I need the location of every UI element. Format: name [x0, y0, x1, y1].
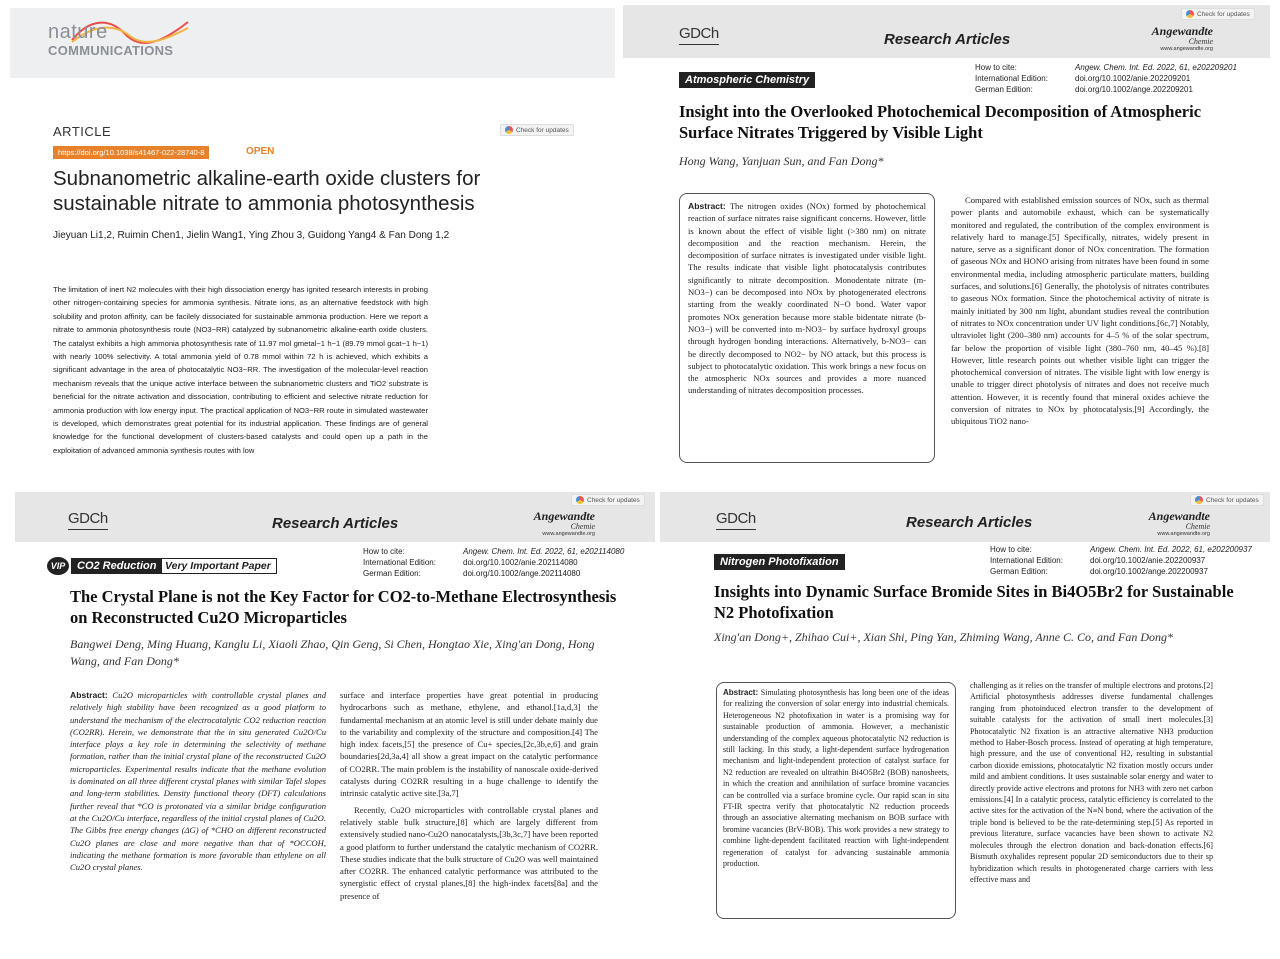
- article-authors: Jieyuan Li1,2, Ruimin Chen1, Jielin Wang1, Ying Zhou 3, Guidong Yang4 & Fan Dong 1,2: [53, 230, 450, 241]
- angewandte-logo-main: Angewandte: [1151, 24, 1213, 38]
- body-paragraph-2: Recently, Cu2O microparticles with controllable crystal planes and relatively stable bulk structure,[8] which are largely different from extensively studied nano-Cu2O nanocatalysts,[3b,3c,7] have been reported a good platform to further understand the catalytic mechanism of CO2RR. These studies indicate that the bulk structure of Cu2O was well maintained after CO2RR. The enhanced catalytic performance was attributed to the synergistic effect of crystal planes,[8] the high-index facets[8a] and the presence of: [340, 804, 598, 901]
- category-tag: Atmospheric Chemistry: [679, 72, 815, 88]
- open-access-label: OPEN: [246, 146, 275, 157]
- section-title: Research Articles: [272, 515, 399, 532]
- article-authors: Hong Wang, Yanjuan Sun, and Fan Dong*: [679, 154, 884, 168]
- angewandte-logo-url: www.angewandte.org: [1157, 531, 1210, 537]
- body-text-column: challenging as it relies on the transfer of multiple electrons and protons.[2] Artificial photosynthesis addresses diverse fundamental challenges ranging from photoinduced electron transfer to the development of suitable catalysts for the activation of small inert molecules.[3] Photocatalytic N2 fixation is an attractive alternative NH3 production method to Haber-Bosch process. Instead of operating at high temperature, high pressure, and the use of conventional H2, resulting in substantial carbon dioxide emissions, photocatalytic N2 fixation mostly occurs under mild and ambient conditions. It uses sustainable solar energy and water to directly provide active electrons and protons for NH3 with zero net carbon emissions.[4] In a catalytic process, catalytic efficiency is correlated to the active sites for the activation of the N≡N bond, where the activation of the triple bond is believed to be the rate-determining step.[5] As reported in previous literature, surface vacancies have been shown to activate N2 molecules through the electron donation and back-donation effects.[6] Bismuth oxyhalides represent popular 2D semiconductors due to their sp hybridization which results in photogenerated charge carriers with less effective mass and: [970, 681, 1213, 884]
- category-tag: Nitrogen Photofixation: [714, 554, 845, 570]
- section-title: Research Articles: [906, 514, 1033, 531]
- check-updates-label: Check for updates: [1206, 496, 1259, 504]
- german-edition-label: German Edition:: [363, 569, 421, 578]
- article-authors: Bangwei Deng, Ming Huang, Kanglu Li, Xiaoli Zhao, Qin Geng, Si Chen, Hongtao Xie, Xing'an Dong, Hong Wang, and Fan Dong*: [70, 637, 595, 668]
- abstract-label: Abstract:: [70, 690, 108, 700]
- gdch-logo: GDCh: [679, 25, 719, 42]
- angewandte-logo-url: www.angewandte.org: [1160, 46, 1213, 52]
- gdch-logo: GDCh: [716, 510, 756, 527]
- journal-logo: [48, 22, 173, 58]
- angewandte-logo: [1093, 25, 1213, 52]
- vip-badge: VIP: [47, 557, 69, 575]
- abstract-box: [716, 682, 956, 919]
- body-paragraph-1: surface and interface properties have great potential in producing hydrocarbons such as methane, ethylene, and ethanol.[1a,d,3] the fundamental mechanism at an atomic level is still under debate mainly due to the variability and complexity of the structure and composition.[4] The high index facets,[5] the presence of Cu+ species,[2c,3b,e,6] and grain boundaries[2d,3a,4] all show a great impact on the catalytic performance of CO2RR. The main problem is the instability of nanoscale oxide-derived catalysts during CO2RR resulting in a huge challenge to identify the intrinsic catalytic active site.[3a,7]: [340, 690, 598, 799]
- journal-header: [10, 8, 615, 78]
- check-updates-icon: [505, 126, 513, 134]
- german-edition-doi[interactable]: doi.org/10.1002/ange.202114080: [463, 569, 581, 578]
- check-updates-badge[interactable]: [1190, 494, 1264, 506]
- abstract-column: [70, 689, 326, 919]
- german-edition-label: German Edition:: [990, 567, 1048, 576]
- angewandte-article-panel-co2: [15, 492, 655, 932]
- angewandte-logo: [465, 510, 595, 537]
- category-tag: CO2 Reduction: [71, 558, 162, 574]
- journal-header: [15, 492, 655, 542]
- article-title: The Crystal Plane is not the Key Factor for CO2-to-Methane Electrosynthesis on Reconstructed Cu2O Microparticles: [70, 587, 617, 627]
- journal-header: [660, 492, 1270, 542]
- citation-block: [990, 544, 1252, 577]
- abstract-label: Abstract:: [723, 688, 759, 697]
- check-updates-badge[interactable]: [571, 494, 645, 506]
- check-updates-icon: [1186, 10, 1194, 18]
- cite-value: Angew. Chem. Int. Ed. 2022, 61, e202200937: [1090, 545, 1252, 554]
- german-edition-label: German Edition:: [975, 85, 1033, 94]
- article-title: Insight into the Overlooked Photochemical Decomposition of Atmospheric Surface Nitrates Triggered by Visible Light: [679, 102, 1202, 142]
- cite-label: How to cite:: [363, 547, 405, 556]
- article-title: Insights into Dynamic Surface Bromide Sites in Bi4O5Br2 for Sustainable N2 Photofixation: [714, 582, 1234, 622]
- check-updates-badge[interactable]: [500, 124, 574, 136]
- abstract-box: [679, 193, 935, 463]
- intl-edition-doi[interactable]: doi.org/10.1002/anie.202209201: [1075, 74, 1191, 83]
- angewandte-logo-main: Angewandte: [1148, 509, 1210, 523]
- check-updates-label: Check for updates: [587, 496, 640, 504]
- angewandte-logo-sub: Chemie: [570, 522, 595, 531]
- gdch-logo: GDCh: [68, 510, 108, 527]
- abstract-label: Abstract:: [688, 201, 726, 211]
- doi-link[interactable]: https://doi.org/10.1038/s41467-022-28740-8: [53, 146, 209, 159]
- abstract-text: The nitrogen oxides (NOx) formed by photochemical reaction of surface nitrates raise significant concerns. However, little is known about the effect of visible light (>380 nm) on nitrate decomposition and the reaction mechanism. Herein, the decomposition of surface nitrates is investigated under visible light. The results indicate that visible light photocatalysis contributes significantly to nitrate decomposition. Monodentate nitrate (m-NO3−) can be decomposed into NOx by photogenerated electrons starting from the weakly coordinated N−O bond. Water vapor promotes NOx generation because more stable bidentate nitrate (b-NO3−) will be converted into m-NO3− by surface hydroxyl groups through hydrogen bonding interactions. Alternatively, b-NO3− can be directly decomposed to NO2− by NO attack, but this process is subject to photocatalytic oxidation. This work brings a new focus on the atmospheric NOx sources and provides a more nuanced understanding of nitrates decomposition processes.: [688, 201, 926, 396]
- angewandte-logo-sub: Chemie: [1188, 37, 1213, 46]
- check-updates-icon: [1195, 496, 1203, 504]
- check-updates-label: Check for updates: [1197, 10, 1250, 18]
- intl-edition-label: International Edition:: [975, 74, 1048, 83]
- german-edition-doi[interactable]: doi.org/10.1002/ange.202200937: [1090, 567, 1208, 576]
- cite-value: Angew. Chem. Int. Ed. 2022, 61, e202209201: [1075, 63, 1237, 72]
- angewandte-logo: [1085, 510, 1210, 537]
- citation-block: [363, 546, 624, 579]
- abstract-text: Simulating photosynthesis has long been one of the ideas for realizing the conversion of solar energy into industrial chemicals. Heterogeneous N2 photofixation in water is a promising way for sustainable production of ammonia. However, a mechanistic understanding of the complex aqueous photocatalytic N2 reduction is still lacking. In this study, a light-dependent surface hydrogenation mechanism and light-independent protection of catalyst surface for N2 reduction are revealed on ultrathin Bi4O5Br2 (BOB) nanosheets, in which the creation and annihilation of surface bromine vacancies can be controlled via a surface bromine cycle. Our rapid scan in situ FT-IR spectra verify that photocatalytic N2 reduction proceeds through an associative alternating mechanism on BOB surface with bromine vacancies (BrV-BOB). This work provides a new strategy to combine light-dependent facilitated reaction with light-independent regeneration of catalyst for advancing sustainable ammonia production.: [723, 688, 950, 869]
- angewandte-article-panel-nitrates: [623, 5, 1270, 482]
- journal-logo-top: nature: [48, 21, 108, 43]
- journal-logo-bottom: COMMUNICATIONS: [48, 43, 174, 58]
- section-title: Research Articles: [884, 31, 1011, 48]
- german-edition-doi[interactable]: doi.org/10.1002/ange.202209201: [1075, 85, 1193, 94]
- body-text-column: [340, 689, 598, 929]
- check-updates-icon: [576, 496, 584, 504]
- check-updates-badge[interactable]: [1181, 8, 1255, 20]
- vip-label: Very Important Paper: [159, 558, 277, 574]
- intl-edition-label: International Edition:: [990, 556, 1063, 565]
- intl-edition-doi[interactable]: doi.org/10.1002/anie.202200937: [1090, 556, 1206, 565]
- citation-block: [975, 62, 1237, 95]
- abstract-text: Cu2O microparticles with controllable crystal planes and relatively high stability have been recognized as a good platform to understand the mechanism of the electrocatalytic CO2 reduction reaction (CO2RR). Herein, we demonstrate that the in situ generated Cu2O/Cu interface plays a key role in determining the selectivity of methane formation, rather than the initial crystal plane of the reconstructed Cu2O microparticles. Experimental results indicate that the methane evolution is dominated on all three different crystal planes with similar Tafel slopes and long-term stabilities. Density functional theory (DFT) calculations further reveal that *CO is protonated via a similar bridge configuration at the Cu2O/Cu interface, regardless of the initial crystal planes of Cu2O. The Gibbs free energy changes (ΔG) of *CHO on different reconstructed Cu2O planes are close and more negative than that of *OCCOH, indicating the methane formation is more favorable than ethylene on all Cu2O crystal planes.: [70, 690, 326, 873]
- angewandte-article-panel-n2: [660, 492, 1270, 942]
- cite-label: How to cite:: [990, 545, 1032, 554]
- intl-edition-label: International Edition:: [363, 558, 436, 567]
- cite-value: Angew. Chem. Int. Ed. 2022, 61, e202114080: [463, 547, 625, 556]
- cite-label: How to cite:: [975, 63, 1017, 72]
- intl-edition-doi[interactable]: doi.org/10.1002/anie.202114080: [463, 558, 578, 567]
- body-text-column: Compared with established emission sources of NOx, such as thermal power plants and automobile exhaust, which can be systematically monitored and regulated, the contribution of the complex environment is relatively hard to manage.[5] Specifically, nitrates, widely present in nature, serve as a significant donor of NOx concentration. The formation of gaseous NOx and HONO arising from nitrates have been found in some environmental media, including atmospheric particulate matters, building surfaces, and solutions.[6] Generally, the photolysis of nitrates contributes to gaseous NOx formation. Since the photochemical activity of nitrate is mainly initiated by 300 nm light, abundant studies reveal the contribution of nitrates to NOx concentration under UV light conditions.[6c,7] Notably, ultraviolet light (200–380 nm) accounts for 4–5 % of the solar spectrum, far below the proportion of visible light (380–760 nm, 40–45 %).[8] However, little research points out whether visible light can trigger the photochemical conversion of nitrates. The visible light with low energy is unable to trigger direct photolysis of nitrates and does not receive much attention. However, it is recently found that mineral oxides achieve the conversion of nitrates to NOx by photocatalysis.[9] Accordingly, the ubiquitous TiO2 nano-: [951, 195, 1209, 427]
- article-abstract: The limitation of inert N2 molecules with their high dissociation energy has ignited research interests in probing other nitrogen-containing species for ammonia synthesis. Nitrate ions, as an alternative feedstock with high solubility and proton affinity, can be facilely dissociated for sustainable ammonia production. Here we report a nitrate to ammonia photosynthesis route (NO3−RR) catalyzed by subnanometric alkaline-earth oxide clusters. The catalyst exhibits a high ammonia photosynthesis rate of 11.97 mol gmetal−1 h−1 (89.79 mmol gcat−1 h−1) with nearly 100% selectivity. A total ammonia yield of 0.78 mmol within 72 h is achieved, which exhibits a significant advantage in the area of photocatalytic NO3−RR. The investigation of the molecular-level reaction mechanism reveals that the unique active interface between the subnanometric clusters and TiO2 substrate is beneficial for the nitrate activation and dissociation, contributing to efficient and selective nitrate reduction for ammonia production with low energy input. The practical application of NO3−RR route in simulated wastewater is developed, which demonstrates great potential for its industrial application. These findings are of general knowledge for the functional development of clusters-based catalysts and could open up a path in the exploitation of advanced ammonia synthesis routes with low: [53, 285, 428, 455]
- article-title: Subnanometric alkaline-earth oxide clusters for sustainable nitrate to ammonia photosynthesis: [53, 167, 481, 215]
- nature-communications-article-panel: [10, 8, 615, 498]
- angewandte-logo-sub: Chemie: [1185, 522, 1210, 531]
- journal-header: [623, 5, 1270, 58]
- article-authors: Xing'an Dong+, Zhihao Cui+, Xian Shi, Ping Yan, Zhiming Wang, Anne C. Co, and Fan Dong*: [714, 630, 1174, 644]
- article-type-label: ARTICLE: [53, 124, 112, 139]
- angewandte-logo-url: www.angewandte.org: [542, 531, 595, 537]
- check-updates-label: Check for updates: [516, 126, 569, 134]
- angewandte-logo-main: Angewandte: [533, 509, 595, 523]
